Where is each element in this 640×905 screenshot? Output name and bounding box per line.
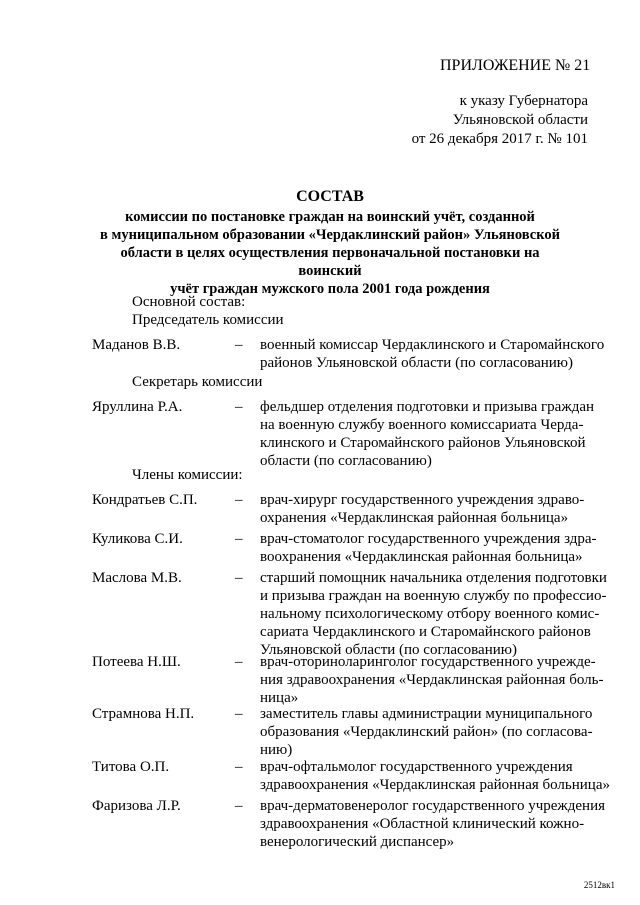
section-members: Члены комиссии: [132, 467, 243, 483]
role-line: врач-стоматолог государственного учреждения здра- [260, 531, 597, 547]
role-line: старший помощник начальника отделения подготовки [260, 570, 607, 586]
role-line: образования «Чердаклинский район» (по согласова- [260, 724, 593, 740]
person-role [260, 491, 616, 527]
subtitle-line: в муниципальном образовании «Чердаклинский район» Ульяновской [100, 227, 560, 243]
role-line: здравоохранения «Областной клинический кожно- [260, 816, 585, 832]
appendix-number: ПРИЛОЖЕНИЕ № 21 [440, 57, 591, 74]
dash-separator: – [235, 706, 243, 722]
dash-separator: – [235, 654, 243, 670]
role-line: нальному психологическому отбору военного комис- [260, 606, 600, 622]
subtitle-line: комиссии по постановке граждан на воинский учёт, созданной [125, 209, 535, 225]
person-role [260, 398, 616, 470]
person-name: Маслова М.В. [92, 570, 182, 586]
dash-separator: – [235, 570, 243, 586]
subtitle-line: учёт граждан мужского пола 2001 года рождения [170, 281, 490, 297]
document-title: СОСТАВ [296, 188, 364, 205]
role-line: врач-офтальмолог государственного учреждения [260, 759, 573, 775]
person-name: Потеева Н.Ш. [92, 654, 181, 670]
role-line: ница» [260, 690, 299, 706]
dash-separator: – [235, 759, 243, 775]
person-name: Маданов В.В. [92, 337, 181, 353]
role-line: заместитель главы администрации муниципального [260, 706, 593, 722]
document-code: 2512вк1 [583, 880, 615, 890]
role-line: и призыва граждан на военную службу по профессио- [260, 588, 607, 604]
person-name: Яруллина Р.А. [92, 399, 183, 415]
role-line: врач-хирург государственного учреждения здраво- [260, 492, 585, 508]
section-main-composition: Основной состав: [132, 294, 246, 310]
decree-line: Ульяновской области [452, 112, 588, 128]
decree-line: к указу Губернатора [459, 93, 588, 109]
role-line: ния здравоохранения «Чердаклинская районная боль- [260, 672, 604, 688]
subtitle-line: области в целях осуществления первоначальной постановки на воинский [120, 245, 540, 279]
role-line: области (по согласованию) [260, 453, 432, 469]
role-line: Ульяновской области (по согласованию) [260, 642, 517, 658]
dash-separator: – [235, 798, 243, 814]
role-line: фельдшер отделения подготовки и призыва граждан [260, 399, 595, 415]
dash-separator: – [235, 531, 243, 547]
role-line: охранения «Чердаклинская районная больница» [260, 510, 569, 526]
person-name: Куликова С.И. [92, 531, 183, 547]
dash-separator: – [235, 399, 243, 415]
dash-separator: – [235, 337, 243, 353]
role-line: районов Ульяновской области (по согласованию) [260, 355, 573, 371]
decree-line: от 26 декабря 2017 г. № 101 [411, 131, 588, 147]
person-role [260, 653, 616, 707]
role-line: на военную службу военного комиссариата Черда- [260, 417, 584, 433]
person-role [260, 705, 616, 759]
role-line: клинского и Старомайнского районов Ульяновской [260, 435, 586, 451]
person-name: Кондратьев С.П. [92, 492, 198, 508]
dash-separator: – [235, 492, 243, 508]
role-line: врач-дерматовенеролог государственного учреждения [260, 798, 605, 814]
person-name: Титова О.П. [92, 759, 170, 775]
role-line: врач-оториноларинголог государственного учрежде- [260, 654, 596, 670]
role-line: венерологический диспансер» [260, 834, 455, 850]
person-name: Страмнова Н.П. [92, 706, 195, 722]
person-role [260, 336, 616, 372]
role-line: воохранения «Чердаклинская районная больница» [260, 549, 583, 565]
role-line: военный комиссар Чердаклинского и Старомайнского [260, 337, 605, 353]
role-line: нию) [260, 742, 293, 758]
role-line: сариата Чердаклинского и Старомайнского районов [260, 624, 591, 640]
person-name: Фаризова Л.Р. [92, 798, 181, 814]
section-secretary: Секретарь комиссии [132, 374, 263, 390]
section-chairman: Председатель комиссии [132, 312, 284, 328]
person-role [260, 530, 616, 566]
person-role [260, 758, 616, 794]
role-line: здравоохранения «Чердаклинская районная больница» [260, 777, 610, 793]
person-role [260, 797, 616, 851]
person-role [260, 569, 616, 659]
document-subtitle [90, 208, 570, 298]
decree-reference [412, 92, 588, 149]
